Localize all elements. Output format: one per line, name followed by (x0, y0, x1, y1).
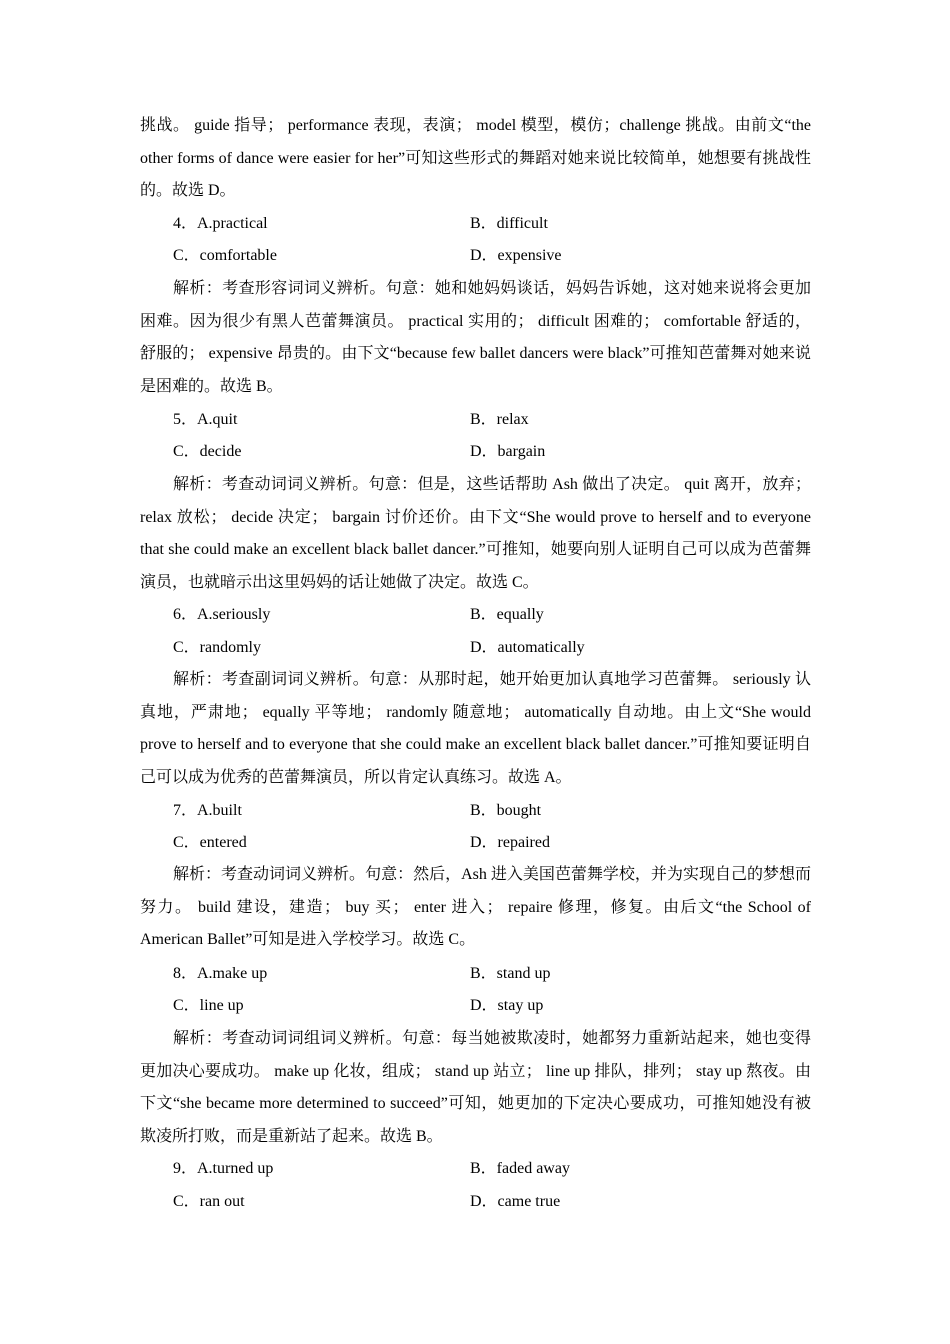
question-7-option-d: D．repaired (470, 834, 550, 851)
explanation-paragraph-5: 解析：考查动词词义辨析。句意：但是，这些话帮助 Ash 做出了决定。 quit 离开，放弃；relax 放松； decide 决定； bargain 讨价还价。由下文“She would prove to herself and to everyone that she could make an excellent black ballet dancer.”可推知，她要向别人证明自己可以成为芭蕾舞演员，也就暗示出这里妈妈的话让她做了决定。故选 C。 (140, 476, 811, 591)
question-4-option-a: 4．A.practical (173, 215, 268, 232)
explanation-paragraph-4: 解析：考查形容词词义辨析。句意：她和她妈妈谈话，妈妈告诉她，这对她来说将会更加困难。因为很少有黑人芭蕾舞演员。 practical 实用的； difficult 困难的； comfortable 舒适的，舒服的； expensive 昂贵的。由下文“because few ballet dancers were black”可推知芭蕾舞对她来说是困难的。故选 B。 (140, 280, 811, 395)
question-8-option-b: B．stand up (470, 965, 551, 982)
question-5-option-c: C．decide (173, 443, 242, 460)
question-9-option-b: B．faded away (470, 1160, 570, 1177)
question-6-option-a: 6．A.seriously (173, 606, 271, 623)
question-5-option-d: D．bargain (470, 443, 546, 460)
question-4-option-b: B．difficult (470, 215, 548, 232)
question-8-option-a: 8．A.make up (173, 965, 268, 982)
explanation-paragraph-7: 解析：考查动词词义辨析。句意：然后，Ash 进入美国芭蕾舞学校，并为实现自己的梦想而努力。 build 建设，建造； buy 买； enter 进入； repaire 修理，修复。由后文“the School of American Ballet”可知是进入学校学习。故选 C。 (140, 866, 811, 948)
question-5-option-b: B．relax (470, 411, 529, 428)
question-6-option-c: C．randomly (173, 639, 261, 656)
explanation-paragraph-8: 解析：考查动词词组词义辨析。句意：每当她被欺凌时，她都努力重新站起来，她也变得更加决心要成功。 make up 化妆，组成； stand up 站立； line up 排队，排列； stay up 熬夜。由下文“she became more determined to succeed”可知，她更加的下定决心要成功，可推知她没有被欺凌所打败，而是重新站了起来。故选 B。 (140, 1030, 811, 1145)
question-8-option-c: C．line up (173, 997, 244, 1014)
explanation-paragraph-3-cont: 挑战。 guide 指导； performance 表现，表演； model 模型，模仿；challenge 挑战。由前文“the other forms of dance were easier for her”可知这些形式的舞蹈对她来说比较简单，她想要有挑战性的。故选 D。 (140, 117, 811, 199)
question-9-option-c: C．ran out (173, 1193, 245, 1210)
explanation-paragraph-6: 解析：考查副词词义辨析。句意：从那时起，她开始更加认真地学习芭蕾舞。 seriously 认真地，严肃地； equally 平等地； randomly 随意地； automatically 自动地。由上文“She would prove to herself and to everyone that she could make an excellent black ballet dancer.”可推知要证明自己可以成为优秀的芭蕾舞演员，所以肯定认真练习。故选 A。 (140, 671, 811, 786)
question-9-option-d: D．came true (470, 1193, 561, 1210)
question-5-option-a: 5．A.quit (173, 411, 238, 428)
question-4-option-c: C．comfortable (173, 247, 277, 264)
question-6-option-d: D．automatically (470, 639, 585, 656)
question-6-option-b: B．equally (470, 606, 544, 623)
question-7-option-c: C．entered (173, 834, 247, 851)
question-7-option-b: B．bought (470, 802, 542, 819)
question-7-option-a: 7．A.built (173, 802, 242, 819)
question-4-option-d: D．expensive (470, 247, 562, 264)
question-9-option-a: 9．A.turned up (173, 1160, 274, 1177)
question-8-option-d: D．stay up (470, 997, 544, 1014)
